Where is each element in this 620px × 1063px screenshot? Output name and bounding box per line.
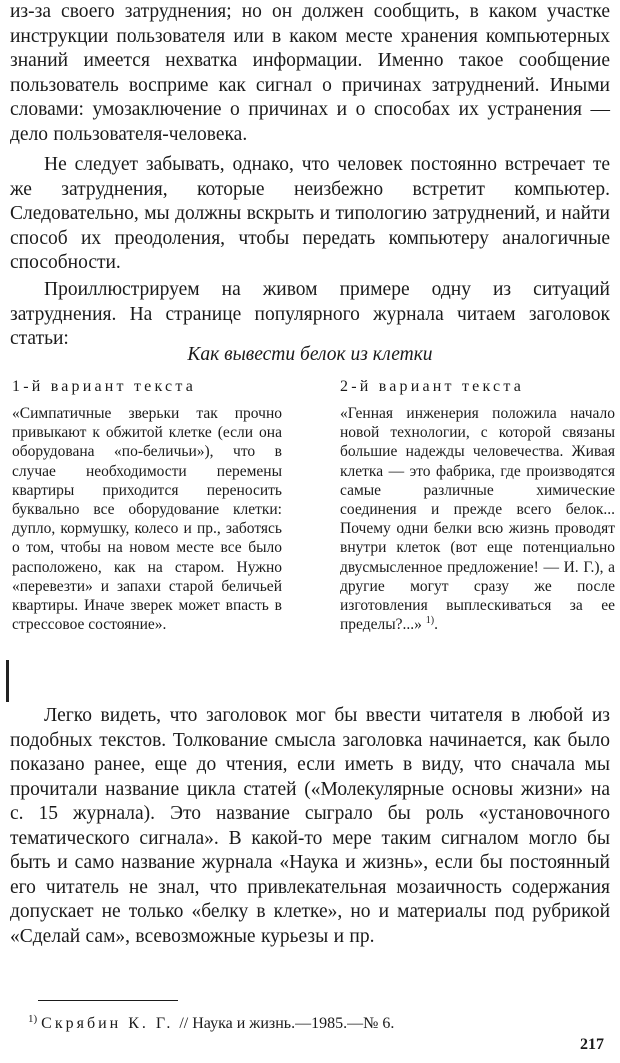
variant-2-text: «Генная инженерия положила начало новой технологии, с которой связаны большие надежды человечества. Живая клетка — это фабрика, где производятся самые различные химические соединения и прежде всего белок... Почему одни белки всю жизнь проводят внутри клеток (вот еще потенциально двусмысленное предложение! — И. Г.), а другие могут сразу же после изготовления выплескиваться за ее пределы?...» [340, 405, 615, 634]
paragraph-1: из-за своего затруднения; но он должен сообщить, в каком участке инструкции пользователя или в каком месте хранения компьютерных знаний имеется нехватка информации. Именно такое сообщение пользователь восприме как сигнал о причинах затруднений. Иными словами: умозаключение о причинах и о способах их устранения — дело пользователя-человека. [10, 1, 610, 145]
paragraph-3: Проиллюстрируем на живом примере одну из ситуаций затруднения. На странице популярного журнала читаем заголовок статьи: [10, 279, 610, 349]
variant-1-column [12, 376, 282, 634]
page-number: 217 [580, 1036, 604, 1053]
scan-artifact-mark [6, 660, 9, 702]
footnote-reference: 1) [425, 615, 435, 627]
variant-2-text-block: «Генная инженерия положила начало новой технологии, с которой связаны большие надежды человечества. Живая клетка — это фабрика, где производятся самые различные химические соединения и прежде всего белок... Почему одни белки всю жизнь проводят внутри клеток (вот еще потенциально двусмысленное предложение! — И. Г.), а другие могут сразу же после изготовления выплескиваться за ее пределы?...» $^{1)}$. [340, 405, 615, 634]
variant-1-heading: 1-й вариант текста [12, 378, 197, 395]
footnote-divider [38, 1000, 178, 1001]
footnote-mark: 1) [28, 1013, 38, 1025]
variant-2-heading: 2-й вариант текста [340, 378, 525, 395]
footnote-author: Скрябин К. Г. [41, 1015, 174, 1032]
paragraph-2: Не следует забывать, однако, что человек постоянно встречает те же затруднения, которые неизбежно встретит компьютер. Следовательно, мы должны вскрыть и типологию затруднений, и найти способ их преодоления, чтобы передать компьютеру аналогичные способности. [10, 154, 610, 273]
footnote [28, 1008, 588, 1035]
paragraph-4: Легко видеть, что заголовок мог бы ввести читателя в любой из подобных текстов. Толкование смысла заголовка начинается, как было показано ранее, еще до чтения, если иметь в виду, что сначала мы прочитали название цикла статей («Молекулярные основы жизни» на с. 15 журнала). Это название сыграло бы роль «установочного тематического сигнала». В какой-то мере таким сигналом могло бы быть и само название журнала «Наука и жизнь», если бы постоянный его читатель не знал, что привлекательная мозаичность содержания допускает не только «белку в клетке», но и материалы под рубрикой «Сделай сам», всевозможные курьезы и пр. [10, 705, 610, 947]
footnote-source: // Наука и жизнь.—1985.—№ 6. [179, 1015, 395, 1032]
variant-1-text: «Симпатичные зверьки так прочно привыкают к обжитой клетке (если она оборудована «по-беличьи»), что в случае необходимости перемены квартиры приходится переносить буквально все оборудование клетки: дупло, кормушку, колесо и пр., заботясь о том, чтобы на новом месте все было расположено, как на старом. Нужно «перевезти» и запахи старой беличьей квартиры. Иначе зверек может впасть в стрессовое состояние». [12, 405, 282, 634]
variant-2-column [340, 376, 615, 634]
article-title: Как вывести белок из клетки [187, 344, 433, 365]
